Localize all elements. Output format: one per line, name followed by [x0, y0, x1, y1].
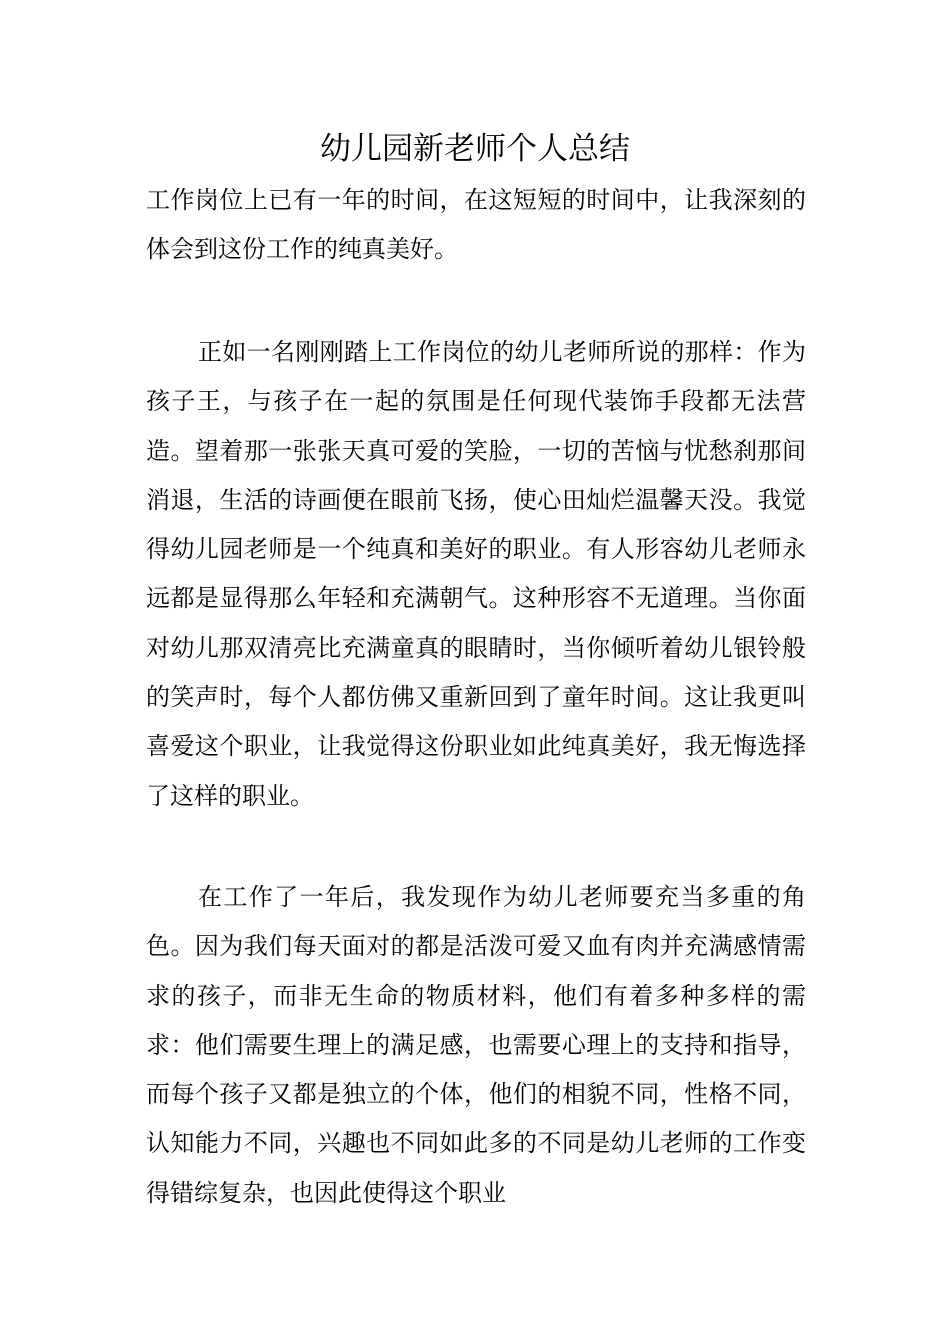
paragraph-1: 工作岗位上已有一年的时间，在这短短的时间中，让我深刻的体会到这份工作的纯真美好。: [146, 186, 806, 264]
document-title: 幼儿园新老师个人总结: [320, 131, 630, 167]
paragraph-2: 正如一名刚刚踏上工作岗位的幼儿老师所说的那样：作为孩子王，与孩子在一起的氛围是任何现代装饰手段都无法营造。望着那一张张天真可爱的笑脸，一切的苦恼与忧愁刹那间消退，生活的诗画便在眼前飞扬，使心田灿烂温馨天没。我觉得幼儿园老师是一个纯真和美好的职业。有人形容幼儿老师永远都是显得那么年轻和充满朝气。这种形容不无道理。当你面对幼儿那双清亮比充满童真的眼睛时，当你倾听着幼儿银铃般的笑声时，每个人都仿佛又重新回到了童年时间。这让我更叫喜爱这个职业，让我觉得这份职业如此纯真美好，我无悔选择了这样的职业。: [146, 338, 806, 810]
paragraph-3: 在工作了一年后，我发现作为幼儿老师要充当多重的角色。因为我们每天面对的都是活泼可爱又血有肉并充满感情需求的孩子，而非无生命的物质材料，他们有着多种多样的需求：他们需要生理上的满足感，也需要心理上的支持和指导，而每个孩子又都是独立的个体，他们的相貌不同，性格不同，认知能力不同，兴趣也不同如此多的不同是幼儿老师的工作变得错综复杂，也因此使得这个职业: [146, 883, 806, 1207]
